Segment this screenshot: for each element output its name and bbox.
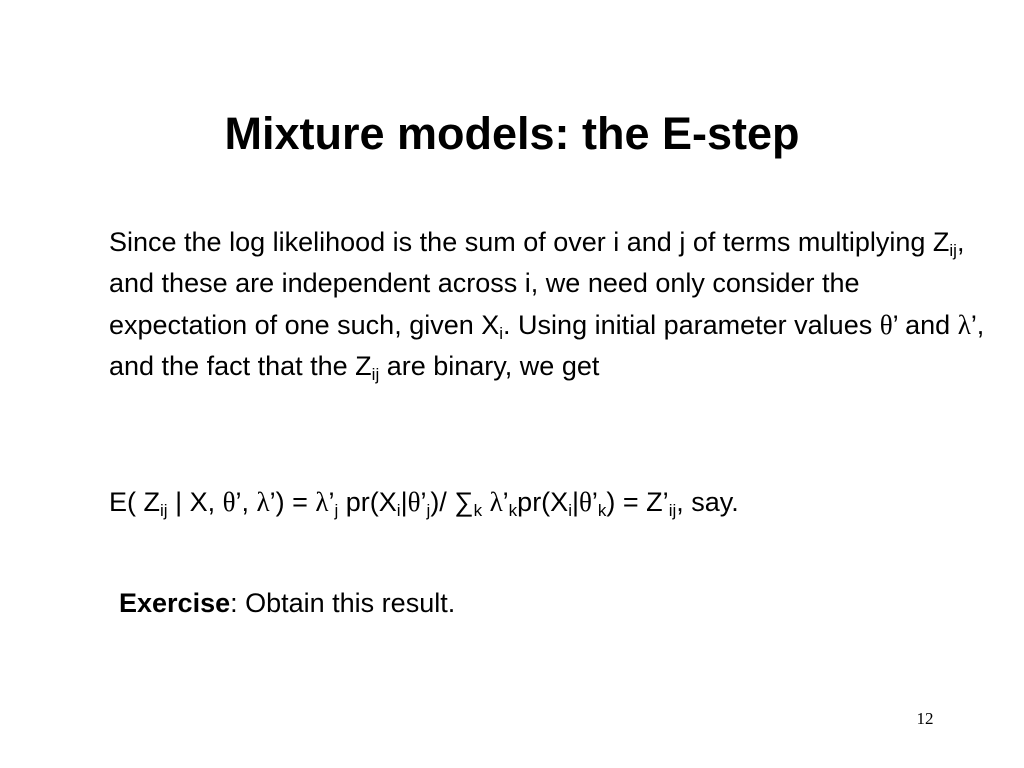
text-run: . Using initial parameter values <box>503 309 880 340</box>
subscript: ij <box>371 364 380 384</box>
theta-symbol: θ <box>407 487 421 517</box>
subscript: ij <box>668 501 677 520</box>
lambda-symbol: λ <box>489 487 503 517</box>
eq-run: ) = Z’ <box>606 487 669 517</box>
subscript: ij <box>949 241 957 260</box>
eq-run: )/ ∑ <box>430 487 474 517</box>
eq-run: ’ <box>591 487 598 517</box>
theta-symbol: θ <box>578 487 592 517</box>
exercise-text: : Obtain this result. <box>230 588 456 618</box>
eq-run: ’, <box>235 487 257 517</box>
eq-run: ’ <box>328 487 335 517</box>
exercise-line <box>119 583 455 624</box>
slide-title: Mixture models: the E-step <box>224 108 800 159</box>
exercise-label: Exercise <box>119 588 231 618</box>
e-step-equation <box>109 482 1009 523</box>
eq-run: pr(X <box>338 487 397 517</box>
eq-run <box>482 487 490 517</box>
subscript: j <box>334 501 339 520</box>
subscript: k <box>597 501 607 520</box>
text-run: ’ and <box>892 309 958 340</box>
text-run: are binary, we get <box>379 350 600 381</box>
eq-run: ’) = <box>269 487 316 517</box>
theta-symbol: θ <box>222 487 236 517</box>
eq-run: E( Z <box>109 487 160 517</box>
subscript: k <box>508 501 518 520</box>
subscript: i <box>568 501 572 520</box>
body-paragraph <box>109 222 989 387</box>
lambda-symbol: λ <box>256 487 270 517</box>
subscript: ij <box>160 501 168 520</box>
eq-run: | X, <box>167 487 223 517</box>
eq-run: ’ <box>502 487 509 517</box>
theta-symbol: θ <box>879 309 893 340</box>
subscript: j <box>426 501 431 520</box>
subscript: i <box>396 501 401 520</box>
lambda-symbol: λ <box>957 309 971 340</box>
eq-run: | <box>400 487 408 517</box>
eq-run: , say. <box>676 487 739 517</box>
text-run: , and these are independent across i, we need only consider the expectation of one such, given X <box>109 227 965 340</box>
text-run: Since the log likelihood is the sum of over i and j of terms multiplying Z <box>109 227 950 257</box>
subscript: i <box>499 323 504 343</box>
eq-run: ’ <box>420 487 427 517</box>
eq-run: pr(X <box>517 487 569 517</box>
subscript: k <box>473 501 483 520</box>
text-run: ’, and the fact that the Z <box>109 309 985 381</box>
page-number: 12 <box>916 709 934 728</box>
lambda-symbol: λ <box>315 487 329 517</box>
eq-run: | <box>571 487 579 517</box>
